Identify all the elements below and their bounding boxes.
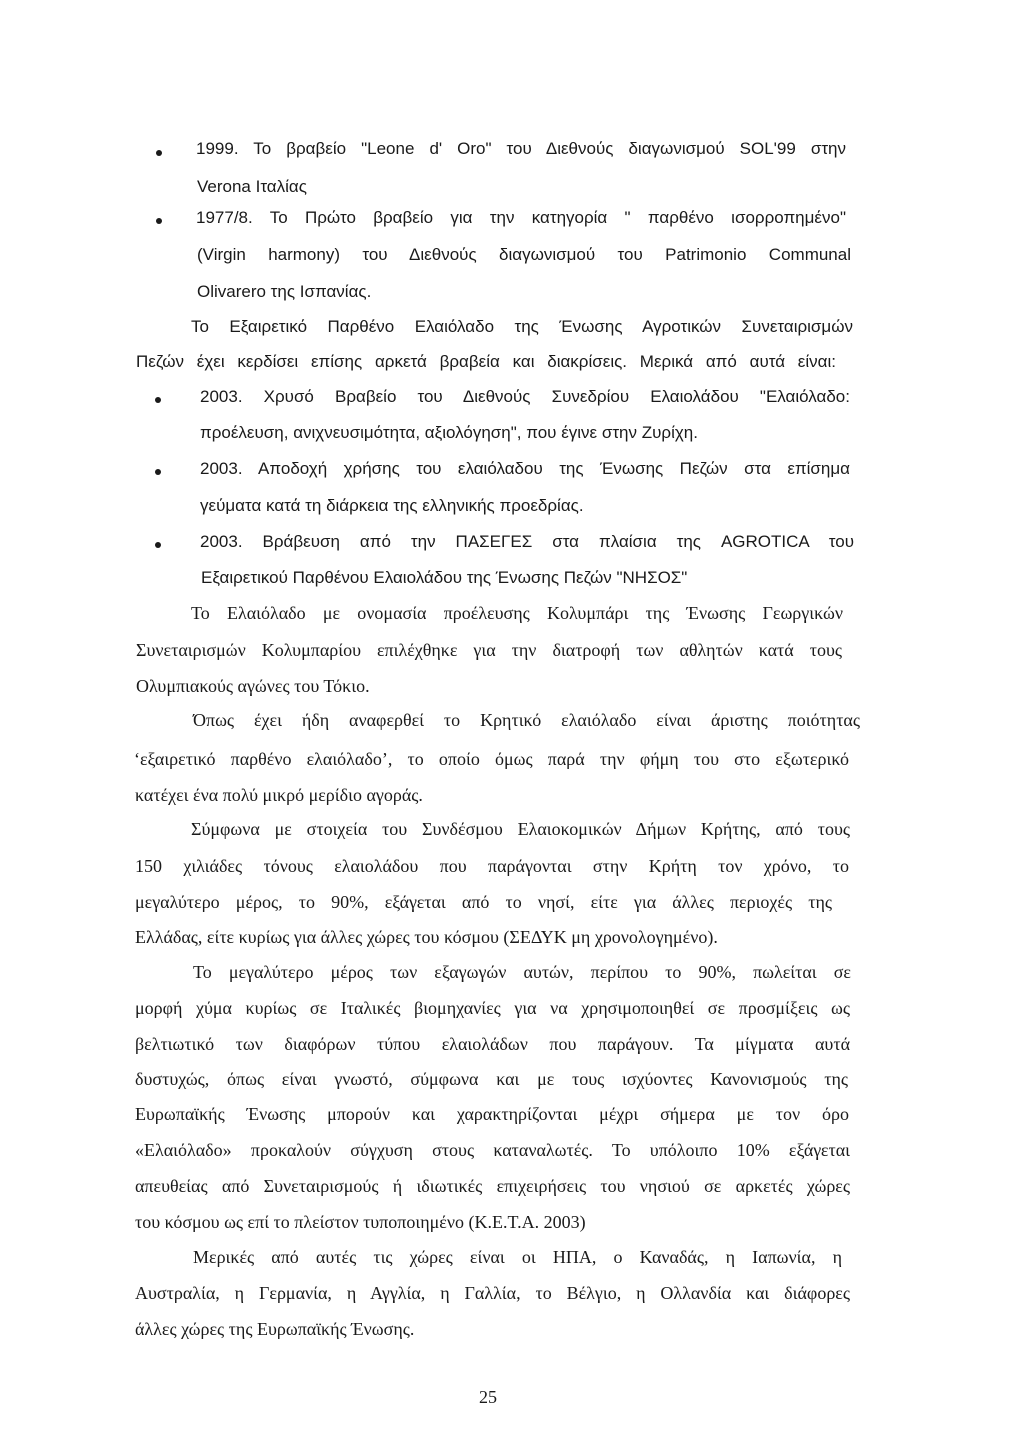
- award-1-line-1: 1999. Το βραβείο "Leone d' Oro" του Διεθνούς διαγωνισμού SOL'99 στην: [196, 139, 846, 158]
- intro-line-2: Πεζών έχει κερδίσει επίσης αρκετά βραβεία και διακρίσεις. Μερικά από αυτά είναι:: [136, 352, 836, 371]
- para-1-line-2: Συνεταιρισμών Κολυμπαρίου επιλέχθηκε για την διατροφή των αθλητών κατά τους: [136, 640, 842, 660]
- para-4-line-3: βελτιωτικό των διαφόρων τύπου ελαιολάδων που παράγουν. Τα μίγματα αυτά: [135, 1034, 850, 1054]
- para-1-line-3: Ολυμπιακούς αγώνες του Τόκιο.: [136, 676, 370, 696]
- distinction-1-line-2: προέλευση, ανιχνευσιμότητα, αξιολόγηση", που έγινε στην Ζυρίχη.: [200, 423, 698, 442]
- para-4-line-4: δυστυχώς, όπως είναι γνωστό, σύμφωνα και με τους ισχύοντες Κανονισμούς της: [135, 1069, 848, 1089]
- bullet-marker: [156, 150, 162, 156]
- para-4-line-2: μορφή χύμα κυρίως σε Ιταλικές βιομηχανίες για να χρησιμοποιηθεί σε προσμίξεις ως: [135, 998, 850, 1018]
- para-4-line-1: Το μεγαλύτερο μέρος των εξαγωγών αυτών, περίπου το 90%, πωλείται σε: [193, 962, 851, 982]
- para-2-line-3: κατέχει ένα πολύ μικρό μερίδιο αγοράς.: [135, 785, 423, 805]
- award-2-line-3: Olivarero της Ισπανίας.: [197, 282, 372, 301]
- para-3-line-3: μεγαλύτερο μέρος, το 90%, εξάγεται από το νησί, είτε για άλλες περιοχές της: [135, 892, 832, 912]
- para-5-line-1: Μερικές από αυτές τις χώρες είναι οι ΗΠΑ, ο Καναδάς, η Ιαπωνία, η: [193, 1247, 842, 1267]
- para-4-line-7: απευθείας από Συνεταιρισμούς ή ιδιωτικές επιχειρήσεις του νησιού σε αρκετές χώρες: [135, 1176, 850, 1196]
- bullet-marker: [156, 218, 162, 224]
- distinction-1-line-1: 2003. Χρυσό Βραβείο του Διεθνούς Συνεδρίου Ελαιολάδου "Ελαιόλαδο:: [200, 387, 850, 406]
- distinction-3-line-1: 2003. Βράβευση από την ΠΑΣΕΓΕΣ στα πλαίσια της AGROTICA του: [200, 532, 854, 551]
- page-number: 25: [479, 1387, 497, 1407]
- distinction-2-line-2: γεύματα κατά τη διάρκεια της ελληνικής προεδρίας.: [200, 496, 584, 515]
- para-5-line-3: άλλες χώρες της Ευρωπαϊκής Ένωσης.: [135, 1319, 415, 1339]
- para-5-line-2: Αυστραλία, η Γερμανία, η Αγγλία, η Γαλλία, το Βέλγιο, η Ολλανδία και διάφορες: [135, 1283, 850, 1303]
- award-2-line-2: (Virgin harmony) του Διεθνούς διαγωνισμού του Patrimonio Communal: [197, 245, 851, 264]
- para-3-line-2: 150 χιλιάδες τόνους ελαιολάδου που παράγονται στην Κρήτη τον χρόνο, το: [135, 856, 849, 876]
- bullet-marker: [155, 542, 161, 548]
- award-2-line-1: 1977/8. Το Πρώτο βραβείο για την κατηγορία " παρθένο ισορροπημένο": [196, 208, 846, 227]
- para-4-line-6: «Ελαιόλαδο» προκαλούν σύγχυση στους καταναλωτές. Το υπόλοιπο 10% εξάγεται: [135, 1140, 850, 1160]
- para-2-line-1: Όπως έχει ήδη αναφερθεί το Κρητικό ελαιόλαδο είναι άριστης ποιότητας: [193, 710, 860, 730]
- para-2-line-2: ‘εξαιρετικό παρθένο ελαιόλαδο’, το οποίο όμως παρά την φήμη του στο εξωτερικό: [134, 749, 849, 769]
- para-4-line-5: Ευρωπαϊκής Ένωσης μπορούν και χαρακτηρίζονται μέχρι σήμερα με τον όρο: [135, 1104, 849, 1124]
- para-4-line-8: του κόσμου ως επί το πλείστον τυποποιημένο (Κ.Ε.Τ.Α. 2003): [135, 1212, 586, 1232]
- para-1-line-1: Το Ελαιόλαδο με ονομασία προέλευσης Κολυμπάρι της Ένωσης Γεωργικών: [191, 603, 843, 623]
- bullet-marker: [155, 469, 161, 475]
- distinction-2-line-1: 2003. Αποδοχή χρήσης του ελαιόλαδου της Ένωσης Πεζών στα επίσημα: [200, 459, 850, 478]
- para-3-line-4: Ελλάδας, είτε κυρίως για άλλες χώρες του κόσμου (ΣΕΔΥΚ μη χρονολογημένο).: [135, 927, 718, 947]
- award-1-line-2: Verona Ιταλίας: [197, 177, 307, 196]
- intro-line-1: Το Εξαιρετικό Παρθένο Ελαιόλαδο της Ένωσης Αγροτικών Συνεταιρισμών: [191, 317, 853, 336]
- para-3-line-1: Σύμφωνα με στοιχεία του Συνδέσμου Ελαιοκομικών Δήμων Κρήτης, από τους: [191, 819, 850, 839]
- bullet-marker: [155, 397, 161, 403]
- distinction-3-line-2: Εξαιρετικού Παρθένου Ελαιολάδου της Ένωσης Πεζών "ΝΗΣΟΣ": [201, 568, 688, 587]
